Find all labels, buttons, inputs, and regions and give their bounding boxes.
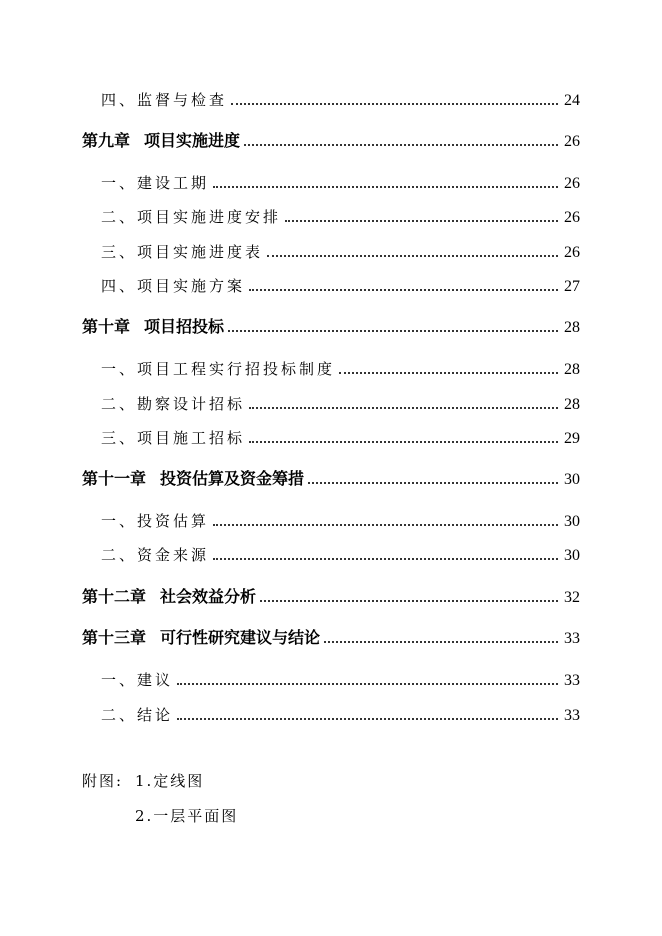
toc-page-number: 26: [564, 175, 580, 192]
dot-leader: [177, 682, 558, 685]
appendix-item[interactable]: [135, 770, 204, 791]
toc-entry-label: 四、项目实施方案: [101, 277, 246, 295]
toc-chapter-entry[interactable]: [0, 127, 662, 151]
toc-page-number: 32: [564, 589, 580, 606]
chapter-title: 项目招投标: [144, 317, 225, 336]
toc-entry[interactable]: [0, 203, 662, 227]
chapter-number: 第十章: [82, 317, 131, 336]
dot-leader: [244, 143, 558, 146]
toc-page-number: 28: [564, 396, 580, 413]
chapter-number: 第十二章: [82, 587, 147, 606]
toc-chapter-label: [82, 466, 304, 489]
toc-entry-label: 二、资金来源: [101, 546, 210, 564]
toc-entry[interactable]: [0, 507, 662, 531]
toc-chapter-label: [82, 625, 320, 648]
toc-entry-label: 三、项目实施进度表: [101, 243, 264, 261]
toc-entry[interactable]: [0, 169, 662, 193]
toc-entry-label: 二、勘察设计招标: [101, 395, 246, 413]
toc-page-number: 26: [564, 244, 580, 261]
dot-leader: [213, 523, 558, 526]
toc-entry-label: 一、投资估算: [101, 512, 210, 530]
dot-leader: [231, 102, 558, 105]
toc-entry[interactable]: [0, 701, 662, 725]
toc-entry[interactable]: [0, 424, 662, 448]
dot-leader: [324, 640, 558, 643]
dot-leader: [177, 717, 558, 720]
dot-leader: [339, 371, 558, 374]
toc-entry-label: 二、项目实施进度安排: [101, 208, 282, 226]
dot-leader: [228, 329, 558, 332]
dot-leader: [249, 406, 558, 409]
chapter-number: 第九章: [82, 131, 131, 150]
dot-leader: [249, 440, 558, 443]
toc-entry[interactable]: [0, 272, 662, 296]
toc-page-number: 30: [564, 547, 580, 564]
dot-leader: [260, 599, 558, 602]
toc-page-number: 29: [564, 430, 580, 447]
toc-page-number: 30: [564, 471, 580, 488]
toc-entry[interactable]: [0, 390, 662, 414]
dot-leader: [249, 288, 558, 291]
appendix-item[interactable]: [135, 805, 238, 826]
chapter-title: 投资估算及资金筹措: [160, 469, 305, 488]
toc-page-number: 28: [564, 319, 580, 336]
toc-page-number: 33: [564, 672, 580, 689]
toc-page-number: 26: [564, 209, 580, 226]
appendix-label: 附图:: [82, 772, 124, 790]
chapter-number: 第十一章: [82, 469, 147, 488]
toc-page-number: 26: [564, 133, 580, 150]
toc-chapter-entry[interactable]: [0, 583, 662, 607]
toc-entry[interactable]: [0, 86, 662, 110]
toc-chapter-label: [82, 128, 240, 151]
toc-entry[interactable]: [0, 238, 662, 262]
chapter-title: 可行性研究建议与结论: [160, 628, 321, 647]
toc-entry[interactable]: [0, 355, 662, 379]
chapter-number: 第十三章: [82, 628, 147, 647]
chapter-title: 项目实施进度: [144, 131, 241, 150]
toc-entry[interactable]: [0, 541, 662, 565]
toc-page-number: 27: [564, 278, 580, 295]
appendix-item-label: 1.定线图: [135, 772, 205, 790]
toc-page-number: 33: [564, 630, 580, 647]
toc-chapter-entry[interactable]: [0, 465, 662, 489]
appendix-item-label: 2.一层平面图: [135, 807, 239, 825]
toc-entry-label: 一、项目工程实行招投标制度: [101, 360, 336, 378]
toc-entry-label: 四、监督与检查: [101, 91, 228, 109]
toc-entry-label: 一、建议: [101, 671, 174, 689]
toc-entry-label: 三、项目施工招标: [101, 429, 246, 447]
toc-chapter-entry[interactable]: [0, 313, 662, 337]
toc-entry-label: 二、结论: [101, 706, 174, 724]
toc-entry-label: 一、建设工期: [101, 174, 210, 192]
toc-page-number: 28: [564, 361, 580, 378]
dot-leader: [267, 254, 558, 257]
toc-page-number: 30: [564, 513, 580, 530]
dot-leader: [285, 219, 558, 222]
dot-leader: [213, 185, 558, 188]
chapter-title: 社会效益分析: [160, 587, 257, 606]
toc-chapter-entry[interactable]: [0, 624, 662, 648]
toc-page-number: 33: [564, 707, 580, 724]
dot-leader: [308, 481, 558, 484]
appendix-heading: [82, 770, 123, 791]
toc-entry[interactable]: [0, 666, 662, 690]
dot-leader: [213, 557, 558, 560]
toc-chapter-label: [82, 314, 224, 337]
toc-chapter-label: [82, 584, 256, 607]
toc-page-number: 24: [564, 92, 580, 109]
